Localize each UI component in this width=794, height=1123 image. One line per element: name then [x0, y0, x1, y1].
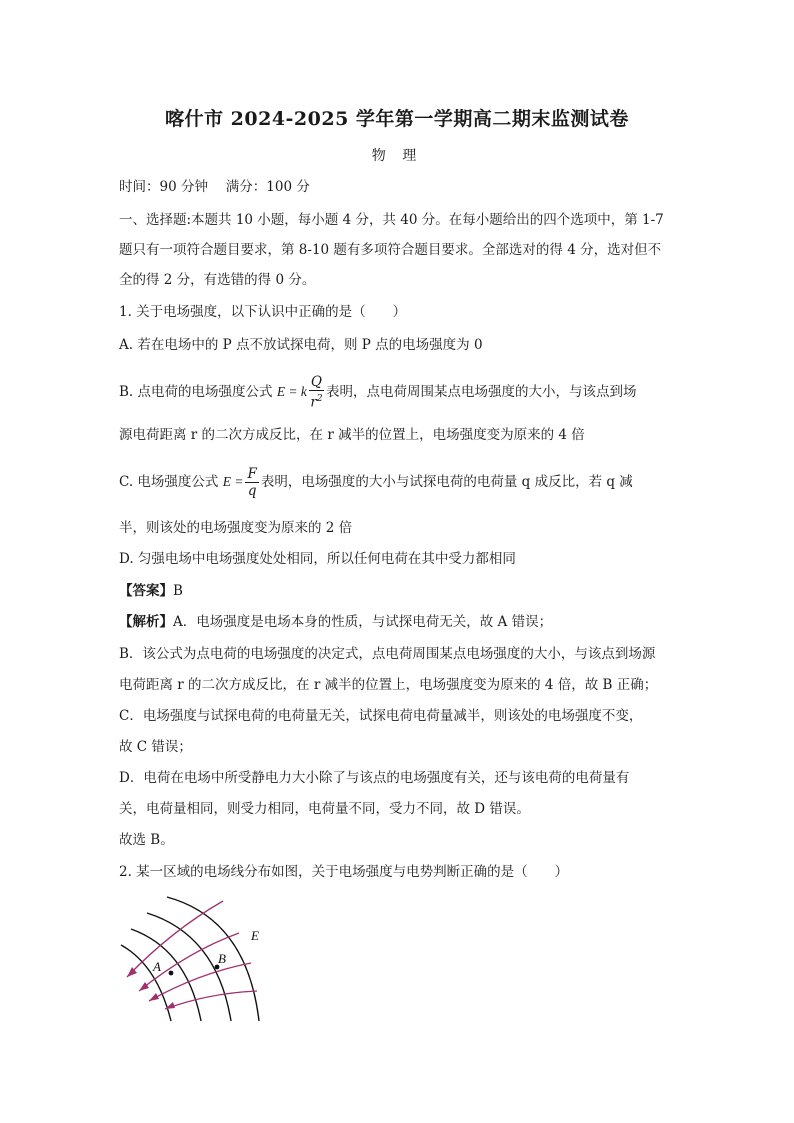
q1-option-b-suffix: 表明，点电荷周围某点电场强度的大小，与该点到场	[326, 383, 637, 400]
q1-option-b-line-2: 源电荷距离 r 的二次方成反比，在 r 减半的位置上，电场强度变为原来的 4 倍	[119, 427, 585, 443]
label-a: A	[153, 959, 161, 974]
q1-option-b-prefix: B. 点电荷的电场强度公式	[119, 383, 273, 400]
q1-option-c	[119, 466, 633, 499]
q1-analysis-line-6: D．电荷在电场中所受静电力大小除了与该点的电场强度有关，还与该电荷的电荷量有	[119, 770, 630, 786]
q1-option-c-suffix: 表明，电场强度的大小与试探电荷的电荷量 q 成反比，若 q 减	[260, 474, 633, 490]
q1-option-a: A. 若在电场中的 P 点不放试探电荷，则 P 点的电场强度为 0	[119, 337, 483, 353]
q1-analysis-line-7: 关，电荷量相同，则受力相同，电荷量不同，受力不同，故 D 错误。	[119, 801, 530, 817]
field-line-3	[149, 963, 251, 1001]
electric-field-figure	[119, 893, 319, 1028]
arrow-head-2	[139, 982, 149, 991]
section-intro-line-1: 一、选择题:本题共 10 小题，每小题 4 分，共 40 分。在每小题给出的四个选项中，第 1-7	[119, 212, 664, 228]
subject-label: 物 理	[371, 148, 423, 164]
section-intro-line-2: 题只有一项符合题目要求，第 8-10 题有多项符合题目要求。全部选对的得 4 分，选对但不	[119, 242, 662, 258]
q2-stem: 2. 某一区域的电场线分布如图，关于电场强度与电势判断正确的是（ ）	[119, 864, 569, 880]
fraction-numerator: F	[247, 466, 257, 482]
arrow-head-3	[149, 993, 159, 1001]
q1-analysis-line-5: 故 C 错误；	[119, 739, 192, 755]
q1-analysis-line-1	[119, 612, 552, 632]
q1-analysis-line-2: B．该公式为点电荷的电场强度的决定式，点电荷周围某点电场强度的大小，与该点到场源	[119, 646, 656, 662]
q1-answer	[119, 581, 183, 601]
q1-option-c-formula-lhs: E =	[222, 474, 244, 489]
equipotential-arc-2	[131, 929, 201, 1021]
q1-option-b	[119, 374, 637, 411]
equipotential-arc-4	[167, 897, 259, 1021]
q1-stem: 1. 关于电场强度，以下认识中正确的是（ ）	[119, 304, 407, 320]
q1-option-c-prefix: C. 电场强度公式	[119, 474, 219, 490]
field-lines	[127, 901, 257, 1009]
q1-conclusion: 故选 B。	[119, 832, 174, 848]
q1-option-d: D. 匀强电场中电场强度处处相同，所以任何电荷在其中受力都相同	[119, 551, 516, 567]
point-a-dot	[169, 971, 174, 976]
label-b: B	[218, 951, 226, 966]
analysis-text: A．电场强度是电场本身的性质，与试探电荷无关，故 A 错误；	[173, 614, 553, 630]
answer-label: 【答案】	[119, 583, 173, 599]
analysis-label: 【解析】	[119, 614, 173, 630]
q1-option-b-formula-lhs: E = k	[276, 383, 307, 399]
exam-title: 喀什市 2024-2025 学年第一学期高二期末监测试卷	[165, 108, 629, 130]
q1-option-c-line-2: 半，则该处的电场强度变为原来的 2 倍	[119, 520, 353, 536]
field-line-4	[165, 991, 257, 1009]
q1-analysis-line-3: 电荷距离 r 的二次方成反比，在 r 减半的位置上，电场强度变为原来的 4 倍，故 B 正确；	[119, 677, 658, 693]
fraction-denominator: $r^2$	[310, 394, 323, 411]
equipotential-arc-1	[121, 945, 171, 1021]
answer-value: B	[173, 583, 183, 599]
q1-option-c-fraction	[245, 466, 258, 499]
fraction-numerator: Q	[310, 374, 322, 390]
section-intro-line-3: 全的得 2 分，有选错的得 0 分。	[119, 272, 316, 288]
q1-option-b-fraction	[309, 374, 324, 411]
equipotential-lines	[121, 897, 259, 1021]
label-e: E	[251, 928, 259, 943]
exam-meta: 时间：90 分钟 满分：100 分	[119, 179, 310, 195]
fraction-denominator: q	[247, 483, 257, 499]
q1-analysis-line-4: C．电场强度与试探电荷的电荷量无关，试探电荷电荷量减半，则该处的电场强度不变，	[119, 708, 643, 724]
